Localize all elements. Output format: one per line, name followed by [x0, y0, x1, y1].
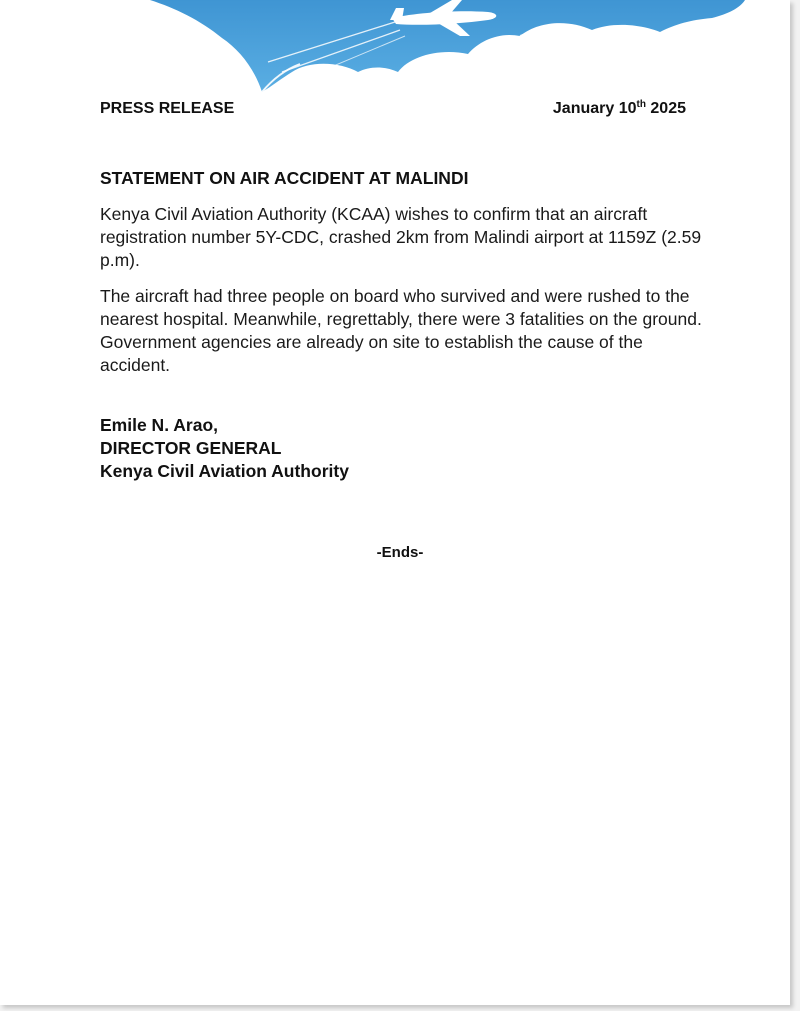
signatory-name: Emile N. Arao, [100, 415, 218, 435]
cloud-line [520, 31, 575, 40]
release-date: January 10th 2025 [552, 99, 686, 117]
signatory-organization: Kenya Civil Aviation Authority [100, 461, 349, 481]
press-release-label: PRESS RELEASE [100, 100, 235, 117]
body-paragraph-2: The aircraft had three people on board who survived and were rushed to the nearest hospital. Meanwhile, regrettably, there were 3 fatalities on the ground. Government agencies are already on site to establish the cause of the accident. [100, 286, 702, 375]
sky-banner [0, 0, 790, 100]
ends-marker: -Ends- [376, 544, 424, 561]
signatory-title: DIRECTOR GENERAL [100, 438, 282, 458]
body-paragraph-1: Kenya Civil Aviation Authority (KCAA) wishes to confirm that an aircraft registration number 5Y-CDC, crashed 2km from Malindi airport at 1159Z (2.59 p.m). [100, 204, 702, 270]
statement-heading: STATEMENT ON AIR ACCIDENT AT MALINDI [100, 168, 469, 188]
date-ordinal-suffix: th [636, 99, 646, 110]
header-row [100, 100, 686, 122]
signature-block [100, 414, 349, 483]
